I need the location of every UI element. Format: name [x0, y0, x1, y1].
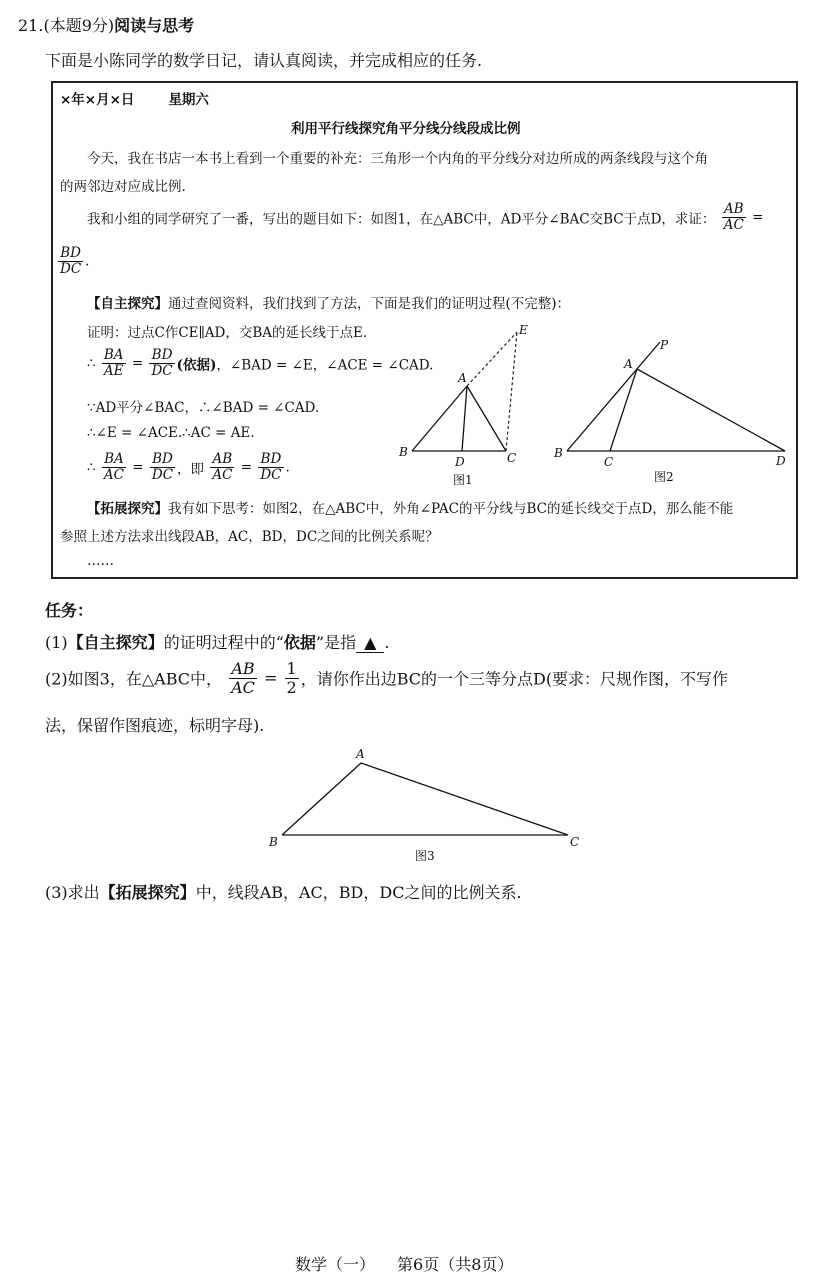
fig3-segment-AC	[361, 763, 568, 835]
fig1-segment-AD	[462, 386, 467, 451]
fig2-segment-AD	[637, 369, 785, 451]
page-footer	[295, 1252, 513, 1275]
question-intro: 下面是小陈同学的数学日记，请认真阅读，并完成相应的任务.	[45, 51, 483, 70]
fig2-label-B: B	[554, 446, 563, 460]
fig2-label-D: D	[776, 454, 786, 468]
fig2-segment-BP	[567, 342, 660, 451]
fraction-ab-ac: $\frac{AB}{AC}$	[723, 201, 744, 233]
fig3-caption: 图3	[415, 849, 435, 863]
fig1-segment-AC	[467, 386, 506, 451]
fig2-segment-AC	[610, 369, 637, 451]
diary-ellipsis: ……	[87, 553, 114, 569]
fig1-label-B: B	[399, 445, 408, 459]
proof-line-1: 证明：过点C作CE∥AD，交BA的延长线于点E.	[87, 325, 368, 341]
fig3-segment-AB	[282, 763, 361, 835]
task-3: (3)求出【拓展探究】中，线段AB，AC，BD，DC之间的比例关系.	[45, 883, 522, 902]
fig1-dashed-CE	[506, 332, 517, 451]
basis-label: (依据)	[176, 357, 217, 374]
question-heading: 阅读与思考	[114, 16, 195, 35]
extend-line-2: 参照上述方法求出线段AB，AC，BD，DC之间的比例关系呢？	[60, 529, 439, 545]
task-2-line-2: 法，保留作图痕迹，标明字母).	[45, 716, 265, 735]
question-meta: (本题9分)	[43, 16, 115, 35]
diary-para2-cont: $\frac{BD}{DC}$ .	[60, 245, 90, 277]
task-2: (2)如图3，在△ABC中， $\frac{AB}{AC}$ = $\frac{1}{2}$ ，请你作出边BC的一个三等分点D(要求：尺规作图，不写作	[45, 659, 729, 697]
diary-para1-line1: 今天，我在书店一本书上看到一个重要的补充：三角形一个内角的平分线分对边所成的两条线段与这个角	[87, 151, 708, 167]
diary-weekday: 星期六	[168, 92, 209, 108]
footer-page: 第6页（共8页）	[397, 1255, 514, 1274]
fraction-bd-dc: $\frac{BD}{DC}$	[60, 245, 82, 277]
diary-para2: 我和小组的同学研究了一番，写出的题目如下：如图1，在△ABC中，AD平分∠BAC交BC于点D，求证： $\frac{AB}{AC}$ =	[87, 201, 764, 233]
diary-title: 利用平行线探究角平分线分线段成比例	[291, 121, 521, 137]
fig1-caption: 图1	[453, 473, 473, 487]
question-header	[18, 13, 194, 36]
figure-3	[260, 742, 595, 868]
explore-label: 【自主探究】	[87, 296, 168, 312]
figure-1	[395, 318, 535, 490]
fig1-label-C: C	[507, 451, 517, 465]
answer-blank: ▲	[356, 633, 384, 653]
fig1-dashed-AE	[467, 332, 517, 386]
diary-para2-text: 我和小组的同学研究了一番，写出的题目如下：如图1，在△ABC中，AD平分∠BAC交BC于点D，求证：	[87, 211, 716, 228]
proof-line-2: ∴ $\frac{BA}{AE}$ = $\frac{BD}{DC}$ (依据)，∠BAD = ∠E，∠ACE = ∠CAD.	[87, 347, 434, 379]
fig1-segment-AB	[412, 386, 467, 451]
fig2-label-A: A	[624, 357, 633, 371]
fig2-label-C: C	[604, 455, 614, 469]
proof-line-5: ∴ $\frac{BA}{AC}$ = $\frac{BD}{DC}$ ，即 $\frac{AB}{AC}$ = $\frac{BD}{DC}$ .	[87, 451, 290, 483]
diary-date: ×年×月×日 星期六	[60, 92, 209, 108]
fig3-label-A: A	[356, 747, 365, 761]
fig1-label-A: A	[458, 371, 467, 385]
fig3-label-C: C	[570, 835, 580, 849]
footer-subject: 数学（一）	[295, 1255, 376, 1274]
fig3-label-B: B	[269, 835, 278, 849]
extend-line-1: 【拓展探究】我有如下思考：如图2，在△ABC中，外角∠PAC的平分线与BC的延长线交于点D，那么能不能	[87, 501, 734, 517]
fig2-label-P: P	[660, 338, 669, 352]
diary-para1-line2: 的两邻边对应成比例.	[60, 179, 186, 195]
figure-2	[550, 335, 795, 490]
explore-text: 通过查阅资料，我们找到了方法，下面是我们的证明过程(不完整)：	[168, 296, 571, 312]
question-number: 21.	[18, 16, 44, 35]
fig2-caption: 图2	[654, 470, 674, 484]
extend-label: 【拓展探究】	[87, 501, 168, 517]
fig1-label-E: E	[519, 323, 528, 337]
proof-line-3: ∵AD平分∠BAC，∴∠BAD = ∠CAD.	[87, 400, 320, 416]
proof-line-4: ∴∠E = ∠ACE.∴AC = AE.	[87, 425, 255, 441]
explore-line	[87, 292, 570, 312]
task-1: (1)【自主探究】的证明过程中的“依据”是指 ▲ .	[45, 633, 390, 652]
fig1-label-D: D	[455, 455, 465, 469]
tasks-heading: 任务：	[45, 601, 94, 620]
